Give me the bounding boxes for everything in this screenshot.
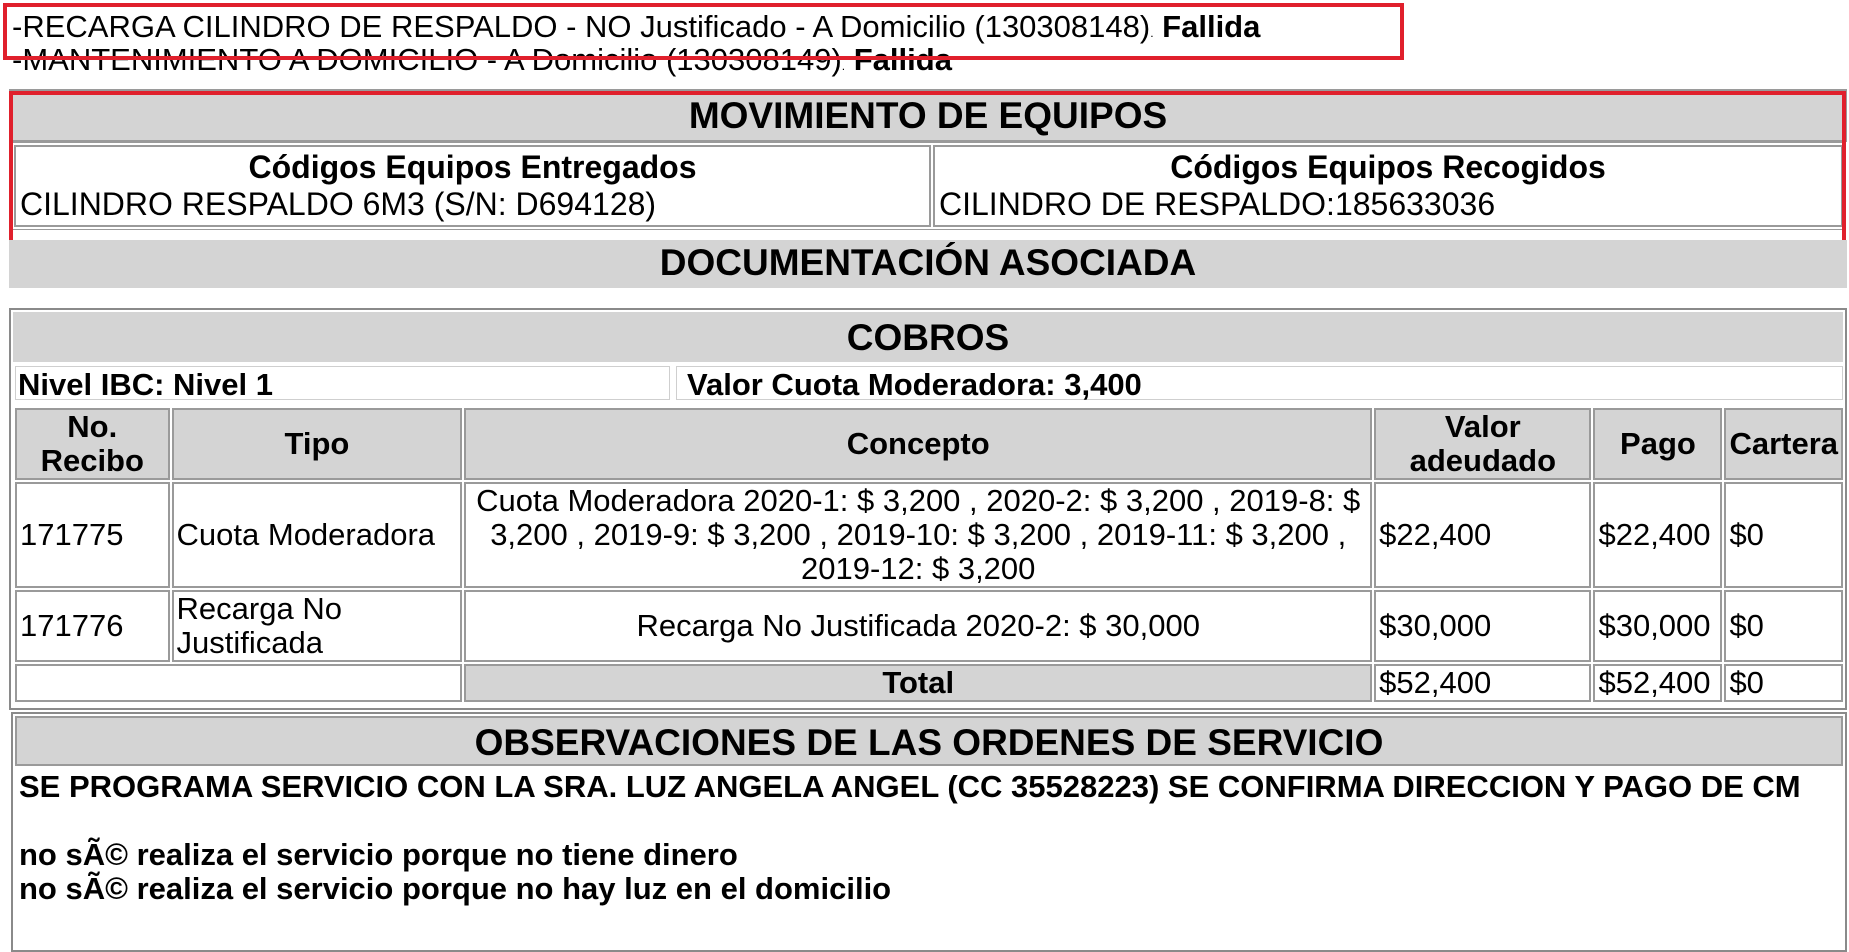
nivel-row — [13, 366, 1843, 400]
cell-adeudado: $22,400 — [1374, 482, 1591, 588]
equipment-table — [11, 142, 1846, 230]
col-header-concepto: Concepto — [464, 408, 1372, 480]
service-status: Fallida — [853, 42, 952, 77]
cobros-title: COBROS — [13, 312, 1843, 362]
service-line-2 — [12, 43, 952, 83]
table-row — [15, 590, 1843, 662]
col-header-recibo: No. Recibo — [15, 408, 170, 480]
cell-recibo: 171775 — [15, 482, 170, 588]
total-row — [15, 664, 1843, 702]
valor-cuota-moderadora: Valor Cuota Moderadora: 3,400 — [676, 366, 1843, 400]
observacion-1: no sÃ© realiza el servicio porque no tiene dinero — [19, 837, 738, 872]
cell-concepto: Cuota Moderadora 2020-1: $ 3,200 , 2020-2: $ 3,200 , 2019-8: $ 3,200 , 2019-9: $ 3,200 , 2019-10: $ 3,200 , 2019-11: $ 3,200 , 2019-12: $ 3,200 — [464, 482, 1372, 588]
col-header-valor-adeudado: Valor adeudado — [1374, 408, 1591, 480]
observaciones-section — [11, 712, 1847, 952]
total-adeudado: $52,400 — [1374, 664, 1591, 702]
table-row — [15, 482, 1843, 588]
receipts-table — [13, 406, 1845, 704]
cell-cartera: $0 — [1724, 482, 1843, 588]
cell-adeudado: $30,000 — [1374, 590, 1591, 662]
cell-tipo: Cuota Moderadora — [172, 482, 463, 588]
observacion-programacion: SE PROGRAMA SERVICIO CON LA SRA. LUZ ANGELA ANGEL (CC 35528223) SE CONFIRMA DIRECCION Y PAGO DE CM — [19, 769, 1801, 804]
blank-line — [19, 804, 1839, 838]
documentacion-title: DOCUMENTACIÓN ASOCIADA — [9, 240, 1847, 288]
col-header-pago: Pago — [1593, 408, 1722, 480]
recogidos-value: CILINDRO DE RESPALDO:185633036 — [939, 186, 1496, 222]
total-label: Total — [464, 664, 1372, 702]
cell-recibo: 171776 — [15, 590, 170, 662]
recogidos-cell — [933, 145, 1843, 227]
service-description: -MANTENIMIENTO A DOMICILIO - A Domicilio (130308149) — [12, 42, 842, 77]
total-cartera: $0 — [1724, 664, 1843, 702]
entregados-cell — [14, 145, 931, 227]
movimiento-title: MOVIMIENTO DE EQUIPOS — [9, 89, 1847, 142]
recogidos-header: Códigos Equipos Recogidos — [1170, 149, 1606, 185]
total-pago: $52,400 — [1593, 664, 1722, 702]
cell-concepto: Recarga No Justificada 2020-2: $ 30,000 — [464, 590, 1372, 662]
service-description: -RECARGA CILINDRO DE RESPALDO - NO Justificado - A Domicilio (130308148) — [12, 9, 1151, 44]
cell-cartera: $0 — [1724, 590, 1843, 662]
cobros-section — [9, 308, 1847, 710]
cell-tipo: Recarga No Justificada — [172, 590, 463, 662]
entregados-value: CILINDRO RESPALDO 6M3 (S/N: D694128) — [20, 186, 657, 222]
observaciones-body — [13, 768, 1845, 908]
separator: . — [1150, 26, 1154, 40]
cell-pago: $22,400 — [1593, 482, 1722, 588]
entregados-header: Códigos Equipos Entregados — [248, 149, 697, 185]
col-header-cartera: Cartera — [1724, 408, 1843, 480]
table-header-row — [15, 408, 1843, 480]
observacion-2: no sÃ© realiza el servicio porque no hay luz en el domicilio — [19, 871, 892, 906]
nivel-ibc: Nivel IBC: Nivel 1 — [15, 366, 670, 400]
total-empty-cell — [15, 664, 462, 702]
observaciones-title: OBSERVACIONES DE LAS ORDENES DE SERVICIO — [15, 716, 1843, 766]
cell-pago: $30,000 — [1593, 590, 1722, 662]
separator: . — [841, 59, 846, 73]
col-header-tipo: Tipo — [172, 408, 463, 480]
service-status: Fallida — [1162, 9, 1261, 44]
